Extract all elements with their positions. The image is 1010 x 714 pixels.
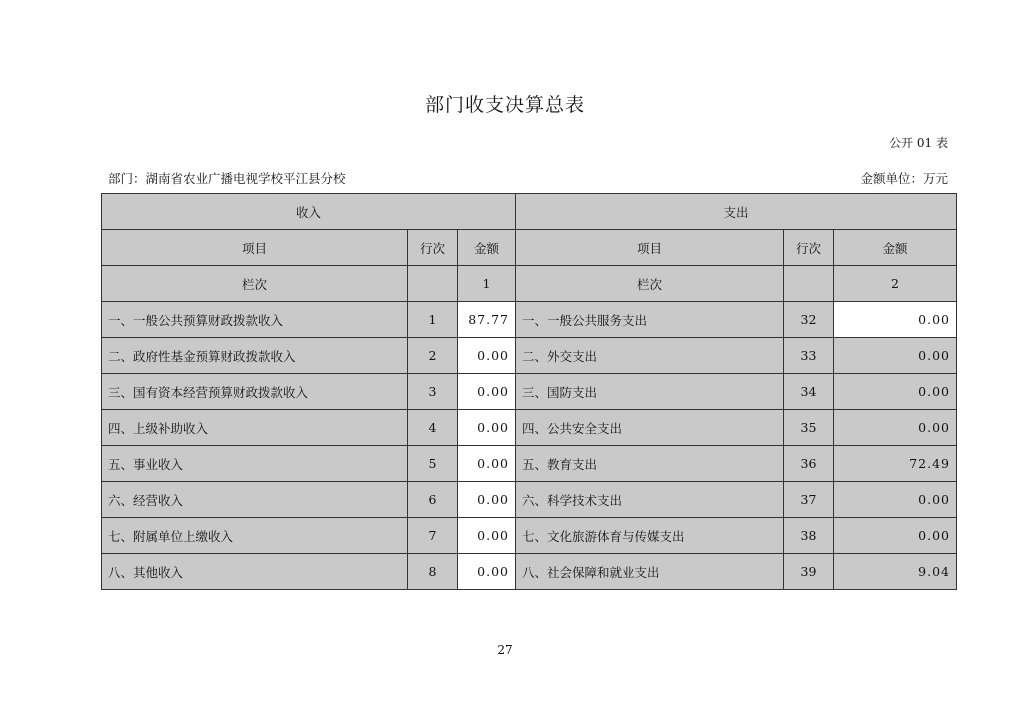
income-amount-header: 金额: [458, 230, 516, 266]
unit-label: 金额单位：万元: [860, 171, 948, 186]
expense-amount: 0.00: [834, 518, 957, 554]
expense-item: 三、国防支出: [516, 374, 784, 410]
income-item: 三、国有资本经营预算财政拨款收入: [102, 374, 408, 410]
expense-header: 支出: [516, 194, 957, 230]
income-item: 二、政府性基金预算财政拨款收入: [102, 338, 408, 374]
expense-item-header: 项目: [516, 230, 784, 266]
table-row: [102, 410, 957, 446]
page-number: 27: [497, 643, 513, 657]
expense-item: 四、公共安全支出: [516, 410, 784, 446]
table-row: [102, 302, 957, 338]
table-row: [102, 374, 957, 410]
income-item: 五、事业收入: [102, 446, 408, 482]
income-line-header: 行次: [408, 230, 458, 266]
income-item: 六、经营收入: [102, 482, 408, 518]
income-line-blank: [408, 266, 458, 302]
expense-line: 38: [784, 518, 834, 554]
income-amount: 0.00: [458, 446, 516, 482]
expense-amount: 9.04: [834, 554, 957, 590]
income-item-header: 项目: [102, 230, 408, 266]
expense-amount: 0.00: [834, 374, 957, 410]
income-column-index: 1: [458, 266, 516, 302]
income-item: 八、其他收入: [102, 554, 408, 590]
income-amount: 0.00: [458, 374, 516, 410]
expense-line: 37: [784, 482, 834, 518]
income-line: 1: [408, 302, 458, 338]
expense-line: 39: [784, 554, 834, 590]
expense-item: 二、外交支出: [516, 338, 784, 374]
income-item: 四、上级补助收入: [102, 410, 408, 446]
income-line: 8: [408, 554, 458, 590]
expense-line: 35: [784, 410, 834, 446]
income-amount: 0.00: [458, 554, 516, 590]
header-row-column-index: [102, 266, 957, 302]
income-line: 2: [408, 338, 458, 374]
form-number: 公开 01 表: [889, 136, 948, 150]
income-column-label: 栏次: [102, 266, 408, 302]
table-row: [102, 518, 957, 554]
expense-item: 七、文化旅游体育与传媒支出: [516, 518, 784, 554]
table-row: [102, 482, 957, 518]
income-amount: 87.77: [458, 302, 516, 338]
expense-item: 八、社会保障和就业支出: [516, 554, 784, 590]
table-row: [102, 338, 957, 374]
expense-line: 34: [784, 374, 834, 410]
income-amount: 0.00: [458, 338, 516, 374]
expense-line: 36: [784, 446, 834, 482]
expense-amount-header: 金额: [834, 230, 957, 266]
expense-amount: 0.00: [834, 338, 957, 374]
expense-column-index: 2: [834, 266, 957, 302]
department-label: 部门：湖南省农业广播电视学校平江县分校: [108, 171, 346, 186]
expense-amount: 0.00: [834, 482, 957, 518]
expense-line-blank: [784, 266, 834, 302]
expense-amount: 72.49: [834, 446, 957, 482]
income-amount: 0.00: [458, 518, 516, 554]
page-title: 部门收支决算总表: [424, 94, 585, 116]
table-row: [102, 554, 957, 590]
income-line: 6: [408, 482, 458, 518]
table-body: [102, 194, 957, 590]
expense-column-label: 栏次: [516, 266, 784, 302]
header-row-columns: [102, 230, 957, 266]
income-line: 5: [408, 446, 458, 482]
income-line: 7: [408, 518, 458, 554]
income-amount: 0.00: [458, 410, 516, 446]
expense-item: 五、教育支出: [516, 446, 784, 482]
income-amount: 0.00: [458, 482, 516, 518]
expense-amount: 0.00: [834, 302, 957, 338]
income-item: 一、一般公共预算财政拨款收入: [102, 302, 408, 338]
income-item: 七、附属单位上缴收入: [102, 518, 408, 554]
expense-line: 32: [784, 302, 834, 338]
income-line: 3: [408, 374, 458, 410]
budget-summary-table: [101, 193, 957, 590]
table-row: [102, 446, 957, 482]
expense-line-header: 行次: [784, 230, 834, 266]
income-line: 4: [408, 410, 458, 446]
expense-amount: 0.00: [834, 410, 957, 446]
expense-item: 六、科学技术支出: [516, 482, 784, 518]
expense-line: 33: [784, 338, 834, 374]
expense-item: 一、一般公共服务支出: [516, 302, 784, 338]
income-header: 收入: [102, 194, 516, 230]
header-row-section: [102, 194, 957, 230]
